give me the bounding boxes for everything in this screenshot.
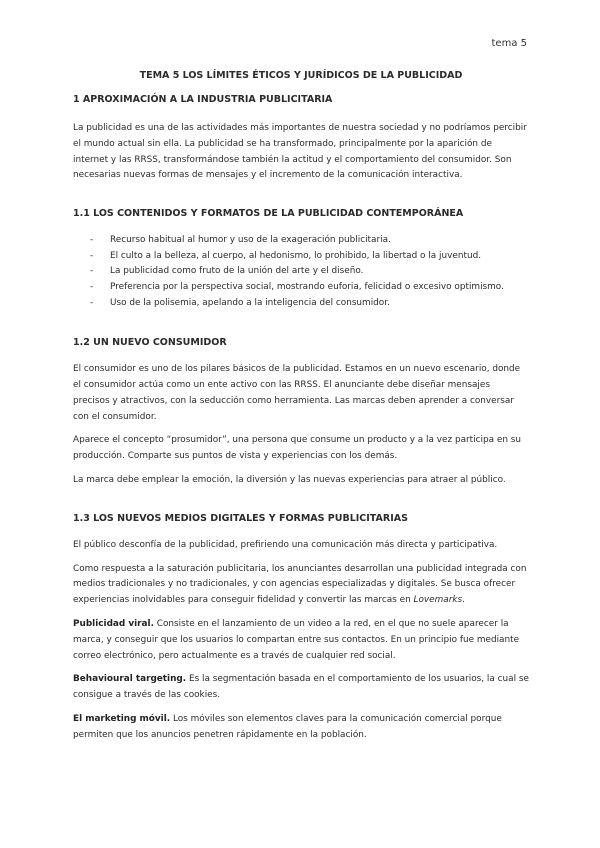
document-body (73, 70, 529, 744)
list-item: - Recurso habitual al humor y uso de la exageración publicitaria. (90, 235, 391, 246)
mobile-marketing-paragraph: El marketing móvil. Los móviles son elementos claves para la comunicación comercial porque permiten que los anuncios penetren rápidamente en la población. (73, 713, 502, 740)
section-heading-1: 1 APROXIMACIÓN A LA INDUSTRIA PUBLICITARIA (73, 94, 333, 105)
lovemarks-term: Lovemarks (413, 595, 463, 606)
mobile-marketing-term: El marketing móvil. (73, 713, 171, 724)
section-1-2-paragraph-1: El consumidor es uno de los pilares básicos de la publicidad. Estamos en un nuevo escenario, donde el consumidor actúa como un ente activo con las RRSS. El anunciante debe diseñar mensajes precisos y atractivos, con la seducción como herramienta. Las marcas deben aprender a conversar con el consumidor. (73, 364, 521, 422)
section-1-3-paragraph-1: El público desconfía de la publicidad, prefiriendo una comunicación más directa y participativa. (73, 539, 498, 550)
section-heading-1-3: 1.3 LOS NUEVOS MEDIOS DIGITALES Y FORMAS PUBLICITARIAS (73, 512, 408, 524)
section-heading-1-1: 1.1 LOS CONTENIDOS Y FORMATOS DE LA PUBLICIDAD CONTEMPORÁNEA (73, 208, 464, 220)
section-1-2-paragraph-3: La marca debe emplear la emoción, la diversión y las nuevas experiencias para atraer al público. (73, 474, 506, 485)
viral-advertising-paragraph: Publicidad viral. Consiste en el lanzamiento de un video a la red, en el que no suele aparecer la marca, y conseguir que los usuarios lo compartan entre sus contactos. En un principio fue mediante correo electrónico, pero actualmente es a través de cualquier red social. (73, 618, 520, 661)
section-1-3-paragraph-2: Como respuesta a la saturación publicitaria, los anunciantes desarrollan una publicidad integrada con medios tradicionales y no tradicionales, y con agencias especializadas y digitales. Se busca ofrecer experiencias inolvidables para conseguir fidelidad y convertir las marcas en Lovemarks. (73, 563, 527, 606)
list-item: - Uso de la polisemia, apelando a la inteligencia del consumidor. (90, 297, 390, 308)
section-heading-1-2: 1.2 UN NUEVO CONSUMIDOR (73, 337, 227, 349)
list-item: - Preferencia por la perspectiva social, mostrando euforia, felicidad o excesivo optimismo. (90, 281, 504, 292)
section-1-2-paragraph-2: Aparece el concepto “prosumidor”, una persona que consume un producto y a la vez participa en su producción. Comparte sus puntos de vista y experiencias con los demás. (73, 435, 522, 462)
page-number: tema 5 (491, 38, 527, 49)
section-1-paragraph: La publicidad es una de las actividades más importantes de nuestra sociedad y no podríamos percibir el mundo actual sin ella. La publicidad se ha transformado, principalmente por la aparición de internet y las RRSS, transformándose también la actitud y el comportamiento del consumidor. Son necesarias nuevas formas de mensajes y el incremento de la comunicación interactiva. (73, 123, 527, 181)
behavioural-targeting-term: Behavioural targeting. (73, 674, 187, 685)
document-title: TEMA 5 LOS LÍMITES ÉTICOS Y JURÍDICOS DE LA PUBLICIDAD (139, 70, 463, 81)
behavioural-targeting-paragraph: Behavioural targeting. Es la segmentación basada en el comportamiento de los usuarios, la cual se consigue a través de las cookies. (73, 674, 529, 701)
content-formats-list (73, 233, 529, 311)
list-item: - El culto a la belleza, al cuerpo, al hedonismo, lo prohibido, la libertad o la juventud. (90, 250, 482, 261)
list-item: - La publicidad como fruto de la unión del arte y el diseño. (90, 266, 364, 277)
viral-advertising-term: Publicidad viral. (73, 618, 154, 629)
